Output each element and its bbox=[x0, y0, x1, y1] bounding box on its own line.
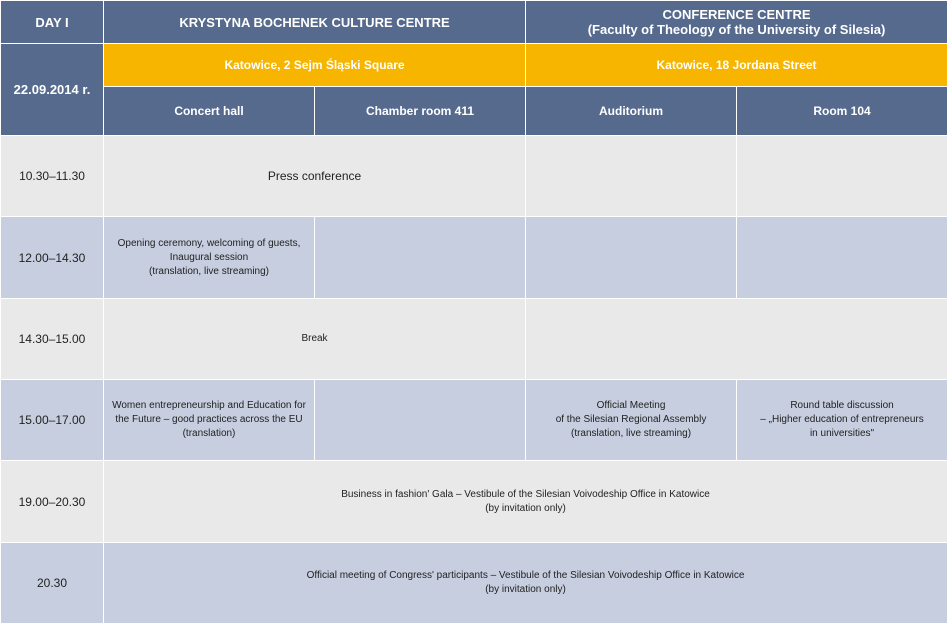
time-cell: 12.00–14.30 bbox=[1, 217, 104, 299]
women-entrepreneurship bbox=[104, 380, 315, 461]
event-line: (by invitation only) bbox=[108, 583, 943, 597]
event-line: the Future – good practices across the EU bbox=[108, 413, 310, 427]
event-line: Opening ceremony, welcoming of guests, bbox=[108, 237, 310, 251]
event-line: Business in fashion' Gala – Vestibule of the Silesian Voivodeship Office in Katowice bbox=[108, 488, 943, 502]
venue2-address: Katowice, 18 Jordana Street bbox=[526, 44, 947, 87]
empty-cell bbox=[737, 136, 947, 217]
event-line: Official Meeting bbox=[530, 399, 732, 413]
venue1-header: KRYSTYNA BOCHENEK CULTURE CENTRE bbox=[104, 1, 526, 44]
time-cell: 14.30–15.00 bbox=[1, 299, 104, 380]
room-104: Room 104 bbox=[737, 87, 947, 136]
empty-cell bbox=[526, 136, 737, 217]
empty-cell bbox=[315, 380, 526, 461]
empty-cell bbox=[737, 217, 947, 299]
participants-meeting bbox=[104, 543, 947, 624]
time-cell: 19.00–20.30 bbox=[1, 461, 104, 543]
venue2-subtitle: (Faculty of Theology of the University of Silesia) bbox=[530, 22, 943, 37]
event-line: Official meeting of Congress' participants – Vestibule of the Silesian Voivodeship Office in Katowice bbox=[108, 569, 943, 583]
event-line: Women entrepreneurship and Education for bbox=[108, 399, 310, 413]
event-line: Round table discussion bbox=[741, 399, 943, 413]
venue1-address: Katowice, 2 Sejm Śląski Square bbox=[104, 44, 526, 87]
room-chamber-411: Chamber room 411 bbox=[315, 87, 526, 136]
break-cell: Break bbox=[104, 299, 526, 380]
event-line: (translation, live streaming) bbox=[530, 427, 732, 441]
empty-cell bbox=[526, 217, 737, 299]
event-line: in universities" bbox=[741, 427, 943, 441]
venue2-title: CONFERENCE CENTRE bbox=[530, 7, 943, 22]
event-line: (by invitation only) bbox=[108, 502, 943, 516]
empty-cell bbox=[315, 217, 526, 299]
press-conference: Press conference bbox=[104, 136, 526, 217]
gala-event bbox=[104, 461, 947, 543]
room-concert-hall: Concert hall bbox=[104, 87, 315, 136]
event-line: (translation) bbox=[108, 427, 310, 441]
venue2-header bbox=[526, 1, 947, 44]
time-cell: 20.30 bbox=[1, 543, 104, 624]
time-cell: 10.30–11.30 bbox=[1, 136, 104, 217]
opening-ceremony bbox=[104, 217, 315, 299]
event-line: Inaugural session bbox=[108, 251, 310, 265]
round-table bbox=[737, 380, 947, 461]
room-auditorium: Auditorium bbox=[526, 87, 737, 136]
empty-cell bbox=[526, 299, 947, 380]
official-meeting bbox=[526, 380, 737, 461]
event-line: (translation, live streaming) bbox=[108, 265, 310, 279]
time-cell: 15.00–17.00 bbox=[1, 380, 104, 461]
event-line: – „Higher education of entrepreneurs bbox=[741, 413, 943, 427]
day-header: DAY I bbox=[1, 1, 104, 44]
event-line: of the Silesian Regional Assembly bbox=[530, 413, 732, 427]
date-cell: 22.09.2014 r. bbox=[1, 44, 104, 136]
